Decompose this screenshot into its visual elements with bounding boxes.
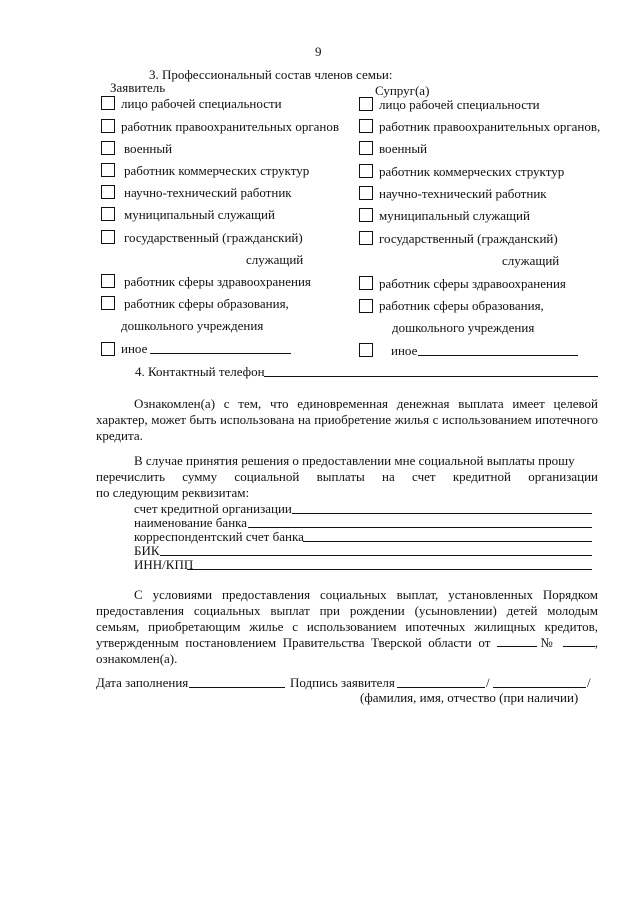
applicant-option-commercial: работник коммерческих структур	[124, 163, 310, 178]
signature-label: Подпись заявителя	[290, 675, 395, 690]
applicant-checkbox-law[interactable]	[101, 119, 115, 133]
field-input-account[interactable]	[292, 513, 592, 514]
decree-number-sign: №	[537, 635, 557, 650]
signature-input[interactable]	[397, 687, 485, 688]
spouse-checkbox-other[interactable]	[359, 343, 373, 357]
field-label-inn-kpp: ИНН/КПП	[134, 557, 194, 572]
spouse-column-header: Супруг(а)	[375, 83, 430, 98]
page-number: 9	[315, 44, 322, 59]
spouse-checkbox-science[interactable]	[359, 186, 373, 200]
applicant-option-municipal: муниципальный служащий	[124, 207, 275, 222]
applicant-option-science: научно-технический работник	[124, 185, 292, 200]
field-label-corr-account: корреспондентский счет банка	[134, 529, 304, 544]
applicant-checkbox-health[interactable]	[101, 274, 115, 288]
acknowledgement-conditions	[96, 587, 598, 667]
spouse-option-municipal: муниципальный служащий	[379, 208, 530, 223]
date-label: Дата заполнения	[96, 675, 189, 690]
applicant-checkbox-science[interactable]	[101, 185, 115, 199]
field-label-account: счет кредитной организации	[134, 501, 292, 516]
spouse-checkbox-health[interactable]	[359, 276, 373, 290]
field-input-bik[interactable]	[160, 555, 592, 556]
ack-conditions-text: С условиями предоставления социальных выплат, установленных Порядком предоставления социальных выплат при рождении (усыновлении) детей молодым семьям, приобретающим жилье с использованием ипотечных жилищных кредитов, утвержденным постановлением Правительства Тверской области от	[96, 587, 598, 650]
applicant-checkbox-state[interactable]	[101, 230, 115, 244]
spouse-checkbox-commercial[interactable]	[359, 164, 373, 178]
spouse-option-education-cont: дошкольного учреждения	[392, 320, 535, 335]
section3-title: 3. Профессиональный состав членов семьи:	[149, 67, 393, 82]
transfer-request-line1: В случае принятия решения о предоставлении мне социальной выплаты прошу	[134, 453, 575, 468]
spouse-option-science: научно-технический работник	[379, 186, 547, 201]
field-label-bank-name: наименование банка	[134, 515, 248, 530]
spouse-checkbox-state[interactable]	[359, 231, 373, 245]
fio-note: (фамилия, имя, отчество (при наличии)	[360, 690, 579, 705]
spouse-option-commercial: работник коммерческих структур	[379, 164, 565, 179]
applicant-checkbox-education[interactable]	[101, 296, 115, 310]
fio-input[interactable]	[493, 687, 586, 688]
applicant-checkbox-municipal[interactable]	[101, 207, 115, 221]
applicant-option-state-cont: служащий	[246, 252, 304, 267]
spouse-option-education: работник сферы образования,	[379, 298, 544, 313]
ack-conditions-end: , ознакомлен(а).	[96, 635, 599, 666]
spouse-checkbox-worker[interactable]	[359, 97, 373, 111]
field-input-inn-kpp[interactable]	[187, 569, 592, 570]
decree-date-input[interactable]	[497, 636, 537, 647]
field-input-bank-name[interactable]	[248, 527, 592, 528]
spouse-option-state: государственный (гражданский)	[379, 231, 558, 246]
transfer-request-line2: перечислить сумму социальной выплаты на счет кредитной организации	[96, 469, 598, 484]
applicant-option-law: работник правоохранительных органов	[121, 119, 340, 134]
field-label-bik: БИК	[134, 543, 160, 558]
transfer-request-line3: по следующим реквизитам:	[96, 485, 250, 500]
signature-slash-1: /	[486, 675, 490, 690]
spouse-other-input[interactable]	[418, 355, 578, 356]
applicant-option-state: государственный (гражданский)	[124, 230, 303, 245]
spouse-option-other: иное	[391, 343, 418, 358]
applicant-option-health: работник сферы здравоохранения	[124, 274, 311, 289]
decree-number-input[interactable]	[563, 636, 595, 647]
acknowledgement-purpose: Ознакомлен(а) с тем, что единовременная денежная выплата имеет целевой характер, может быть использована на приобретение жилья с использованием ипотечного кредита.	[96, 396, 598, 443]
spouse-checkbox-military[interactable]	[359, 141, 373, 155]
spouse-option-law: работник правоохранительных органов,	[379, 119, 601, 134]
spouse-checkbox-law[interactable]	[359, 119, 373, 133]
spouse-option-health: работник сферы здравоохранения	[379, 276, 566, 291]
field-input-corr-account[interactable]	[303, 541, 592, 542]
applicant-other-input[interactable]	[150, 353, 291, 354]
spouse-checkbox-municipal[interactable]	[359, 208, 373, 222]
applicant-checkbox-commercial[interactable]	[101, 163, 115, 177]
applicant-option-education-cont: дошкольного учреждения	[121, 318, 264, 333]
spouse-option-state-cont: служащий	[502, 253, 560, 268]
contact-phone-input[interactable]	[264, 376, 598, 377]
applicant-column-header: Заявитель	[110, 80, 166, 95]
applicant-checkbox-worker[interactable]	[101, 96, 115, 110]
spouse-checkbox-education[interactable]	[359, 299, 373, 313]
applicant-option-other: иное	[121, 341, 148, 356]
applicant-checkbox-other[interactable]	[101, 342, 115, 356]
applicant-option-worker: лицо рабочей специальности	[121, 96, 282, 111]
contact-phone-label: 4. Контактный телефон	[135, 364, 265, 379]
applicant-checkbox-military[interactable]	[101, 141, 115, 155]
signature-slash-2: /	[587, 675, 591, 690]
date-input[interactable]	[189, 687, 285, 688]
spouse-option-military: военный	[379, 141, 428, 156]
applicant-option-military: военный	[124, 141, 173, 156]
applicant-option-education: работник сферы образования,	[124, 296, 289, 311]
spouse-option-worker: лицо рабочей специальности	[379, 97, 540, 112]
